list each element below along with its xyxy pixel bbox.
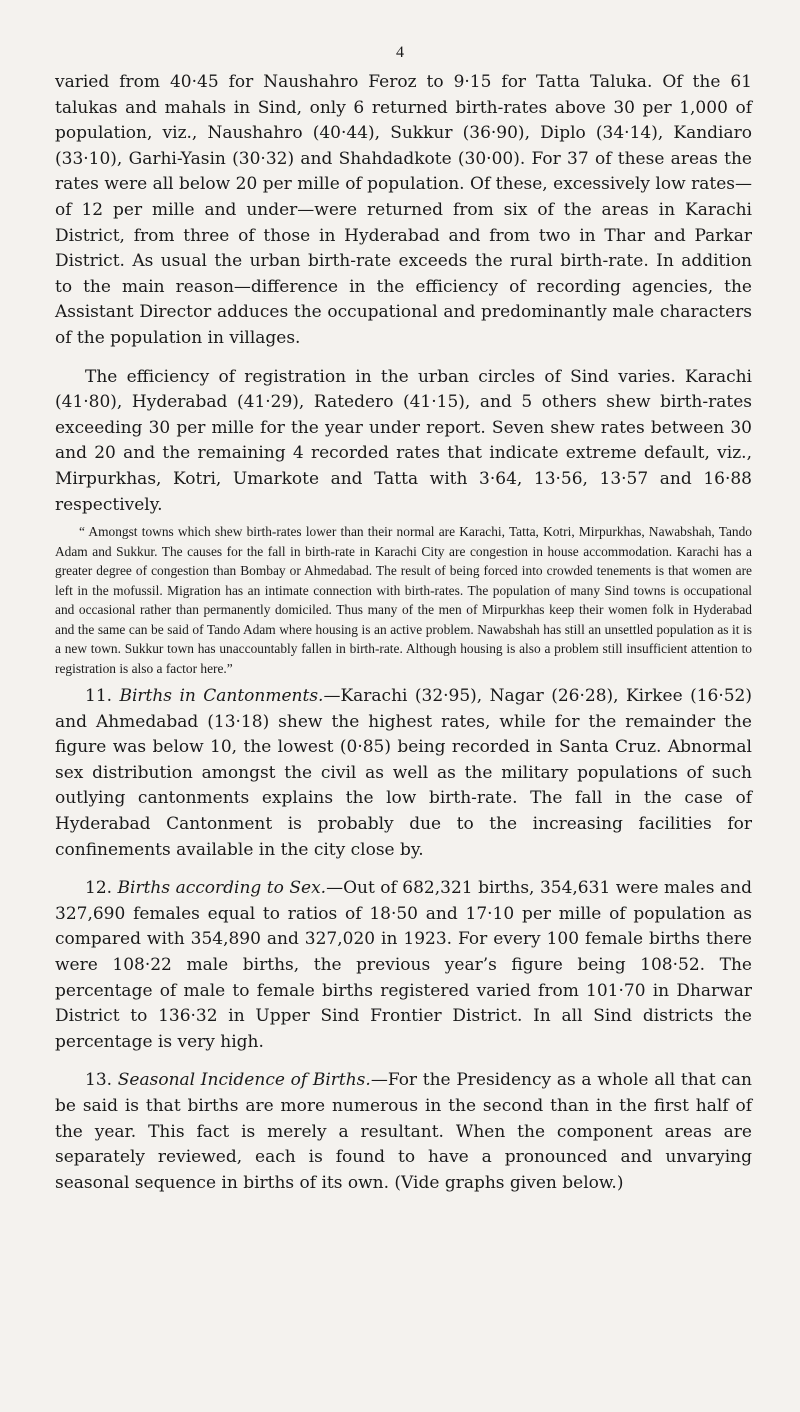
- section-number-11: 11.: [85, 686, 113, 707]
- document-body: [55, 70, 752, 1209]
- paragraph-seasonal-incidence: [55, 1068, 752, 1196]
- paragraph-births-by-sex: [55, 876, 752, 1055]
- section-number-13: 13.: [85, 1070, 113, 1091]
- paragraph-urban-circles: The efficiency of registration in the urban circles of Sind varies. Karachi (41·80), Hyderabad (41·29), Ratedero (41·15), and 5 others shew birth-rates exceeding 30 per mille for the year under report. Seven shew rates between 30 and 20 and the remaining 4 recorded rates that indicate extreme default, viz., Mirpurkhas, Kotri, Umarkote and Tatta with 3·64, 13·56, 13·57 and 16·88 respectively.: [55, 366, 752, 515]
- paragraph-taluka-birth-rates: varied from 40·45 for Naushahro Feroz to 9·15 for Tatta Taluka. Of the 61 talukas and mahals in Sind, only 6 returned birth-rates above 30 per 1,000 of population, viz., Naushahro (40·44), Sukkur (36·90), Diplo (34·14), Kandiaro (33·10), Garhi-Yasin (30·32) and Shahdadkote (30·00). For 37 of these areas the rates were all below 20 per mille of population. Of these, excessively low rates—of 12 per mille and under—were returned from six of the areas in Karachi District, from three of those in Hyderabad and from two in Thar and Parkar District. As usual the urban birth-rate exceeds the rural birth-rate. In addition to the main reason—difference in the efficiency of recording agencies, the Assistant Director adduces the occupational and predominantly male characters of the population in villages.: [55, 72, 752, 348]
- section-number-12: 12.: [85, 878, 113, 899]
- section-heading-sex: Births according to Sex.: [117, 878, 327, 899]
- section-text-seasonal: —For the Presidency as a whole all that can be said is that births are more numerous in the second than in the first half of the year. This fact is merely a resultant. When the component areas are separately reviewed, each is found to have a pronounced and unvarying seasonal sequence in births of its own. (Vide graphs given below.): [55, 1070, 752, 1193]
- page-number: 4: [396, 44, 404, 61]
- section-text-sex: —Out of 682,321 births, 354,631 were males and 327,690 females equal to ratios of 18·50 and 17·10 per mille of population as compared with 354,890 and 327,020 in 1923. For every 100 female births there were 108·22 male births, the previous year’s figure being 108·52. The percentage of male to female births registered varied from 101·70 in Dharwar District to 136·32 in Upper Sind Frontier District. In all Sind districts the percentage is very high.: [55, 878, 752, 1052]
- paragraph-cantonments: [55, 684, 752, 863]
- quoted-passage-towns: “ Amongst towns which shew birth-rates lower than their normal are Karachi, Tatta, Kotri, Mirpurkhas, Nawabshah, Tando Adam and Sukkur. The causes for the fall in birth-rate in Karachi City are congestion in house accommodation. Karachi has a greater degree of congestion than Bombay or Ahmedabad. The result of being forced into crowded tenements is that women are left in the mofussil. Migration has an intimate connection with birth-rates. The population of many Sind towns is occupational and occasional rather than permanently domiciled. Thus many of the men of Mirpurkhas keep their women folk in Hyderabad and the same can be said of Tando Adam where housing is an active problem. Nawabshah has still an unsettled population as it is a new town. Sukkur town has unaccountably fallen in birth-rate. Although housing is also a problem still insufficient attention to registration is also a factor here.”: [55, 524, 752, 676]
- section-heading-cantonments: Births in Cantonments.: [119, 686, 324, 707]
- section-text-cantonments: —Karachi (32·95), Nagar (26·28), Kirkee (16·52) and Ahmedabad (13·18) shew the highest rates, while for the remainder the figure was below 10, the lowest (0·85) being recorded in Santa Cruz. Abnormal sex distribution amongst the civil as well as the military populations of such outlying cantonments explains the low birth-rate. The fall in the case of Hyderabad Cantonment is probably due to the increasing facilities for confinements available in the city close by.: [55, 686, 752, 860]
- section-heading-seasonal: Seasonal Incidence of Births.: [117, 1070, 371, 1091]
